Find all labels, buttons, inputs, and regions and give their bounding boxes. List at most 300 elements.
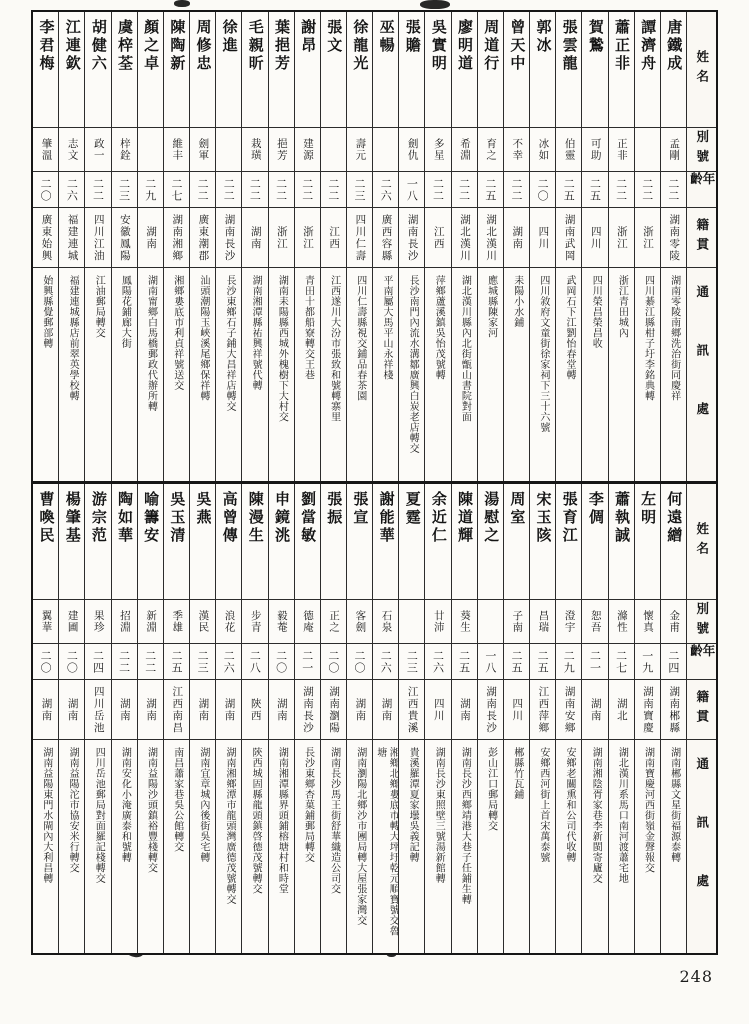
person-age: 二二 [457,177,471,202]
person-age-cell [321,172,346,208]
person-name-cell [112,12,137,128]
person-name: 徐進 [220,19,239,55]
entry-column [58,12,84,481]
person-address: 汕頭潮陽玉峽溪尾鄉保祥轉 [197,275,209,401]
person-native-cell [190,208,215,268]
person-age-cell [295,644,320,680]
person-address-cell [85,268,110,481]
person-alias-cell [556,600,581,644]
person-name: 張振 [325,491,344,527]
person-age-cell [295,172,320,208]
person-native: 江西貴溪 [406,685,419,734]
person-alias: 挹芳 [275,138,288,161]
person-name: 周室 [508,491,527,527]
person-name-cell [504,12,529,128]
person-native-cell [138,680,163,740]
person-alias-cell [399,128,424,172]
person-native: 湖南 [380,697,393,722]
entry-column [346,484,372,953]
header-age-label: 年齡 [688,172,716,192]
person-name-cell [609,12,634,128]
person-name: 張育江 [560,491,579,545]
person-alias: 建圃 [66,610,79,633]
person-native: 安徽鳳陽 [118,213,131,262]
person-age-cell [635,172,660,208]
person-name: 徐龍光 [351,19,370,73]
person-age: 二三 [196,649,210,674]
person-name: 吳實明 [429,19,448,73]
person-alias: 可助 [589,138,602,161]
person-address-cell [112,268,137,481]
entry-column [320,484,346,953]
person-native: 湖北漢川 [458,213,471,262]
person-name-cell [609,484,634,600]
person-native-cell [269,208,294,268]
person-native: 湖南武岡 [563,213,576,262]
entry-column [241,484,267,953]
person-alias-cell [609,600,634,644]
entry-column [320,12,346,481]
person-native: 湖南 [589,697,602,722]
person-address: 長沙東鄉杏菓鋪郵局轉交 [302,747,314,863]
person-age: 二五 [483,177,497,202]
entry-column [294,484,320,953]
person-age-cell [33,644,58,680]
person-address: 安鄉西河街上首宋萬泰號 [537,747,549,863]
person-age-cell [85,172,110,208]
person-native: 四川仁壽 [354,213,367,262]
person-name-cell [295,484,320,600]
person-name: 高曾傳 [220,491,239,545]
person-address: 湖南湘陰胥家巷李新閩寄廬交 [590,747,602,884]
entry-column [84,12,110,481]
person-address-cell [635,740,660,953]
header-name-cell [687,12,716,128]
person-alias: 正非 [615,138,628,161]
person-name: 廖明道 [456,19,475,73]
person-alias-cell [242,600,267,644]
header-native-cell [687,680,716,740]
person-age-cell [85,644,110,680]
person-native: 湖南 [145,225,158,250]
person-age: 二七 [169,177,183,202]
page-number: 248 [679,967,713,986]
person-address-cell [609,740,634,953]
person-name: 湯慰之 [482,491,501,545]
person-name-cell [59,12,84,128]
person-alias-cell [661,600,686,644]
person-address-cell [452,268,477,481]
person-address: 湖南耒陽縣西城外槐樹下大村交 [276,275,288,422]
person-age-cell [399,644,424,680]
scan-artifact [420,0,450,9]
person-name: 毛親昕 [246,19,265,73]
person-age-cell [269,172,294,208]
person-address: 長沙東鄉石子鋪大昌祥店轉交 [224,275,236,412]
person-name: 楊肇基 [63,491,82,545]
person-address-cell [269,268,294,481]
person-alias-cell [452,600,477,644]
header-alias-cell [687,600,716,644]
person-native: 湖南 [354,697,367,722]
person-age: 二四 [666,649,680,674]
scan-artifact [174,0,190,7]
person-native-cell [609,680,634,740]
entry-column [477,484,503,953]
person-address: 湖南湘潭縣界頭鋪榕塘村和時堂 [276,747,288,894]
person-address-cell [164,740,189,953]
person-name: 喻籌安 [142,491,161,545]
person-alias: 懷真 [642,610,655,633]
person-native: 湖南長沙 [485,685,498,734]
person-name: 顏之卓 [142,19,161,73]
person-age: 二二 [274,177,288,202]
person-alias-cell [269,600,294,644]
person-native-cell [242,680,267,740]
person-name-cell [478,484,503,600]
person-address-cell [216,740,241,953]
header-native-label: 籍貫 [694,690,710,729]
person-alias: 金甫 [668,610,681,633]
person-address: 耒陽小水鋪 [511,275,523,328]
person-age: 二二 [431,177,445,202]
person-name: 張贍 [403,19,422,55]
person-native-cell [112,208,137,268]
entry-column [346,12,372,481]
person-age: 二二 [222,177,236,202]
person-native: 湖南 [511,225,524,250]
header-age-label: 年齡 [688,644,716,664]
person-alias: 正之 [328,610,341,633]
person-age: 二二 [509,177,523,202]
person-native: 湖南郴縣 [668,685,681,734]
table-frame [31,10,718,955]
person-alias: 客劍 [354,610,367,633]
person-age: 二五 [509,649,523,674]
person-name-cell [33,484,58,600]
person-name-cell [452,12,477,128]
person-name-cell [269,12,294,128]
person-name-cell [504,484,529,600]
person-age: 二六 [379,177,393,202]
person-address: 貴溪羅潭夏家壜吳義記轉 [407,747,419,863]
person-native-cell [33,680,58,740]
person-name: 左明 [639,491,658,527]
person-age-cell [478,172,503,208]
person-name-cell [85,484,110,600]
person-name-cell [164,12,189,128]
person-alias: 育之 [485,138,498,161]
person-native: 湖南 [249,225,262,250]
person-age: 二〇 [353,649,367,674]
person-native-cell [452,208,477,268]
person-native-cell [138,208,163,268]
person-name: 夏霆 [403,491,422,527]
person-address-cell [530,740,555,953]
person-age: 二四 [91,649,105,674]
person-alias: 毅菴 [275,610,288,633]
person-address-cell [33,740,58,953]
person-name-cell [530,484,555,600]
person-native-cell [347,208,372,268]
person-age-cell [138,172,163,208]
person-native: 湖南湘鄉 [171,213,184,262]
person-alias-cell [635,128,660,172]
person-native-cell [347,680,372,740]
entry-column [451,484,477,953]
person-native: 湖南 [66,697,79,722]
person-address-cell [347,268,372,481]
person-native: 湖北漢川 [485,213,498,262]
person-address-cell [556,268,581,481]
person-address: 彭山江口郵局轉交 [485,747,497,831]
person-name: 巫暢 [377,19,396,55]
person-address-cell [85,740,110,953]
person-name-cell [556,12,581,128]
person-address: 長沙南門內流水溝鄒廣興白炭老店轉交 [407,275,419,454]
person-age: 一九 [640,649,654,674]
person-native-cell [504,680,529,740]
person-age-cell [216,644,241,680]
person-alias-cell [373,600,398,644]
person-native: 廣東潮郡 [197,213,210,262]
person-alias-cell [478,128,503,172]
person-native-cell [425,208,450,268]
person-name: 張雲龍 [560,19,579,73]
person-age: 二五 [562,177,576,202]
person-name-cell [112,484,137,600]
person-age: 二六 [65,177,79,202]
person-address: 湖南長沙東照壁三號湯新館轉 [433,747,445,884]
person-name: 張宣 [351,491,370,527]
person-age: 二二 [196,177,210,202]
person-name-cell [347,484,372,600]
person-age: 二〇 [274,649,288,674]
person-native: 湖南 [275,697,288,722]
person-native-cell [321,680,346,740]
person-name: 曾天中 [508,19,527,73]
person-address: 福建連城縣店前翠英學校轉 [67,275,79,401]
person-address: 湖北漢川縣內北街甑山書院對面 [459,275,471,422]
person-native-cell [216,680,241,740]
person-native: 湖南 [458,697,471,722]
person-address: 湘鄉婁底市利貞祥號送交 [171,275,183,391]
person-age: 二三 [405,649,419,674]
person-address: 四川綦江縣柑子圩李銘典轉 [642,275,654,401]
person-alias-cell [609,128,634,172]
person-native: 四川江油 [92,213,105,262]
person-name-cell [85,12,110,128]
person-name: 胡健六 [89,19,108,73]
person-alias: 滌性 [615,610,628,633]
person-address: 湖南長沙西鄉靖港大巷子任鋪生轉 [459,747,471,905]
person-alias: 德庵 [302,610,314,633]
person-native: 江西萍鄉 [537,685,550,734]
person-name-cell [425,12,450,128]
person-native-cell [190,680,215,740]
person-alias: 冰如 [537,138,550,161]
person-name-cell [530,12,555,128]
person-name: 余近仁 [429,491,448,545]
person-alias: 新淵 [145,610,158,633]
person-address-cell [295,268,320,481]
person-age: 二一 [300,649,314,674]
person-address-cell [321,740,346,953]
person-native: 浙江 [302,225,314,250]
person-address: 南昌蕭家巷吳公館轉交 [171,747,183,852]
person-age: 二〇 [536,177,550,202]
header-native-label: 籍貫 [694,218,710,257]
person-alias: 果珍 [92,610,105,633]
entry-column [241,12,267,481]
person-alias: 廿沛 [432,610,445,633]
person-age: 二二 [248,177,262,202]
person-alias: 劍軍 [197,138,210,161]
person-address-cell [190,268,215,481]
entry-column [294,12,320,481]
person-name: 劉當敏 [299,491,318,545]
entry-column [608,12,634,481]
person-alias: 浪花 [223,610,236,633]
person-age: 二〇 [39,177,53,202]
person-native-cell [452,680,477,740]
person-name-cell [190,484,215,600]
person-native-cell [373,208,398,268]
entry-column [529,484,555,953]
person-alias: 步青 [249,610,262,633]
person-native: 四川 [589,225,602,250]
entry-column [137,484,163,953]
person-native: 湖南安鄉 [563,685,576,734]
person-age-cell [635,644,660,680]
person-name-cell [582,12,607,128]
entry-column [111,12,137,481]
person-name-cell [425,484,450,600]
person-age: 二五 [169,649,183,674]
entry-column [398,12,424,481]
person-native-cell [399,208,424,268]
person-name: 蕭正非 [612,19,631,73]
person-address: 湖南益陽沙頭鎮裕豐棧轉交 [145,747,157,873]
person-native-cell [635,680,660,740]
person-age: 二二 [640,177,654,202]
person-address: 湖南瀏陽北鄉沙市團局轉大屋張家灣交 [354,747,366,926]
person-name-cell [661,12,686,128]
person-address-cell [399,740,424,953]
person-alias: 不幸 [511,138,524,161]
entry-column [398,484,424,953]
person-alias-cell [582,128,607,172]
person-name-cell [635,484,660,600]
person-name-cell [216,484,241,600]
person-address-cell [478,740,503,953]
entry-column [660,12,686,481]
person-address: 江油郵局轉交 [93,275,105,338]
person-name: 陶如華 [116,491,135,545]
entry-column [608,484,634,953]
person-alias-cell [190,128,215,172]
person-name: 吳燕 [194,491,213,527]
person-age-cell [399,172,424,208]
person-age-cell [321,644,346,680]
person-address-cell [582,268,607,481]
header-age-cell [687,644,716,680]
person-address: 湖南湘鄉潭市龍頭灣廣德茂號轉交 [224,747,236,905]
person-alias-cell [138,128,163,172]
person-alias: 季雄 [171,610,184,633]
person-alias-cell [504,600,529,644]
person-alias-cell [85,128,110,172]
person-native: 四川 [511,697,524,722]
header-name-label: 姓名 [694,50,710,89]
person-native-cell [85,680,110,740]
person-alias-cell [556,128,581,172]
person-address-cell [164,268,189,481]
person-age-cell [556,172,581,208]
person-alias: 孟剛 [668,138,681,161]
person-address-cell [478,268,503,481]
person-name: 周修忠 [194,19,213,73]
person-alias: 漢民 [197,610,210,633]
person-address-cell [59,740,84,953]
entry-column [268,12,294,481]
entry-column [634,12,660,481]
person-address: 湘鄉北鄉婁底市轉大坪圩乾元順寶號交魯塘 [374,747,399,936]
person-alias-cell [242,128,267,172]
entry-column [268,484,294,953]
person-name: 陳漫生 [246,491,265,545]
person-native-cell [425,680,450,740]
entry-column [503,484,529,953]
person-address-cell [373,740,398,953]
person-age-cell [190,172,215,208]
person-native: 湖南長沙 [223,213,236,262]
person-age: 二〇 [39,649,53,674]
person-alias-cell [190,600,215,644]
person-native: 江西 [432,225,445,250]
person-age-cell [112,172,137,208]
person-name-cell [269,484,294,600]
person-native: 廣東始興 [40,213,53,262]
person-alias-cell [33,128,58,172]
person-native: 湖南長沙 [406,213,419,262]
person-alias: 子南 [511,610,524,633]
person-address-cell [347,740,372,953]
entry-column [477,12,503,481]
person-age: 一八 [405,177,419,202]
directory-table-bottom [33,484,716,953]
person-name-cell [452,484,477,600]
person-name: 謝昂 [299,19,318,55]
person-native-cell [59,208,84,268]
person-name: 陳陶新 [168,19,187,73]
person-alias: 澄宇 [563,610,576,633]
person-native: 四川岳池 [92,685,105,734]
person-age: 二九 [562,649,576,674]
person-name-cell [190,12,215,128]
person-age: 二六 [379,649,393,674]
entry-column [555,484,581,953]
person-age-cell [661,644,686,680]
person-age-cell [216,172,241,208]
person-age-cell [242,644,267,680]
header-address-cell [687,740,716,953]
person-age-cell [347,644,372,680]
person-alias: 志文 [66,138,79,161]
person-age-cell [59,644,84,680]
person-address: 萍鄉蘆溪鎮吳怡茂號轉 [433,275,445,380]
person-native: 湖南 [197,697,210,722]
